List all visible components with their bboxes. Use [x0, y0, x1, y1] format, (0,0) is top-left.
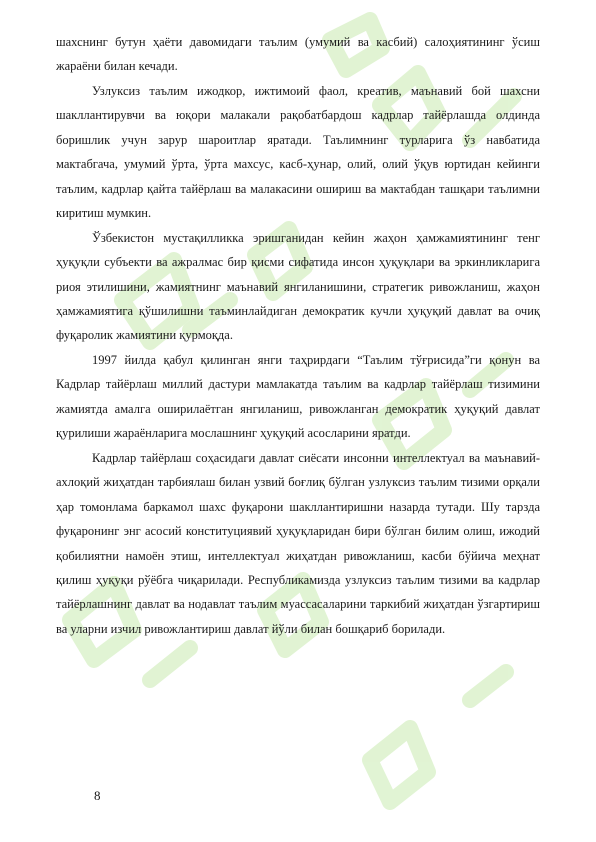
paragraph: Узлуксиз таълим ижодкор, ижтимоий фаол, креатив, маънавий бой шахсни шакллантирувчи ва юқори малакали рақобатбардош кадрлар тайёрлашда олдинда боришлик учун зарур шароитлар яратади. Таълимнинг турларига ўз навбатида мактабгача, умумий ўрта, ўрта махсус, касб-ҳунар, олий, олий ўқув юртидан кейинги таълим, кадрлар қайта тайёрлаш ва малакасини ошириш ва мактабдан ташқари таълимни киритиш мумкин.	[56, 83, 540, 221]
paragraph: шахснинг бутун ҳаёти давомидаги таълим (умумий ва касбий) салоҳиятининг ўсиш жараёни билан кечади.	[56, 35, 540, 74]
watermark-glyph	[470, 672, 506, 700]
watermark-glyph	[370, 728, 428, 802]
paragraph: 1997 йилда қабул қилинган янги таҳрирдаги “Таълим тўғрисида”ги қонун ва Кадрлар тайёрлаш миллий дастури мамлакатда таълим ва кадрлар тайёрлаш тизимини жамиятда амалга оширилаётган янгиланиш, ривожланган демократик ҳуқуқий давлат қурилиши жараёнларига мослашнинг ҳуқуқий асосларини яратди.	[56, 352, 540, 441]
page-number: 8	[94, 788, 101, 803]
paragraph: Кадрлар тайёрлаш соҳасидаги давлат сиёсати инсонни интеллектуал ва маънавий-ахлоқий жиҳатдан тарбиялаш билан узвий боғлиқ бўлган узлуксиз таълим тизими орқали ҳар томонлама баркамол шахс фуқарони шакллантиришни назарда тутади. Шу тарзда фуқаронинг энг асосий конституциявий ҳуқуқларидан бири бўлган билим олиш, ижодий қобилиятни намоён этиш, интеллектуал жиҳатдан ривожланиш, касби бўйича меҳнат қилиш ҳуқуқи рўёбга чиқарилади. Республикамизда узлуксиз таълим тизими ва кадрлар тайёрлашнинг давлат ва нодавлат таълим муассасаларини таркибий жиҳатдан ўзгартириш ва уларни изчил ривожлантириш давлат йўли билан бошқариб борилади.	[56, 450, 540, 636]
watermark-glyph	[150, 648, 190, 680]
paragraph: Ўзбекистон мустақилликка эришганидан кейин жаҳон ҳамжамиятининг тенг ҳуқуқли субъекти ва ажралмас бир қисми сифатида инсон ҳуқуқлари ва эркинликларига риоя этилишини, жамиятнинг маънавий янгиланишини, стратегик ривожланиш, жаҳон ҳамжамиятига қўшилишни таъминлайдиган демократик кучли ҳуқуқий давлат ва очиқ фуқаролик жамиятини қурмоқда.	[56, 230, 540, 343]
body-text	[56, 30, 540, 641]
